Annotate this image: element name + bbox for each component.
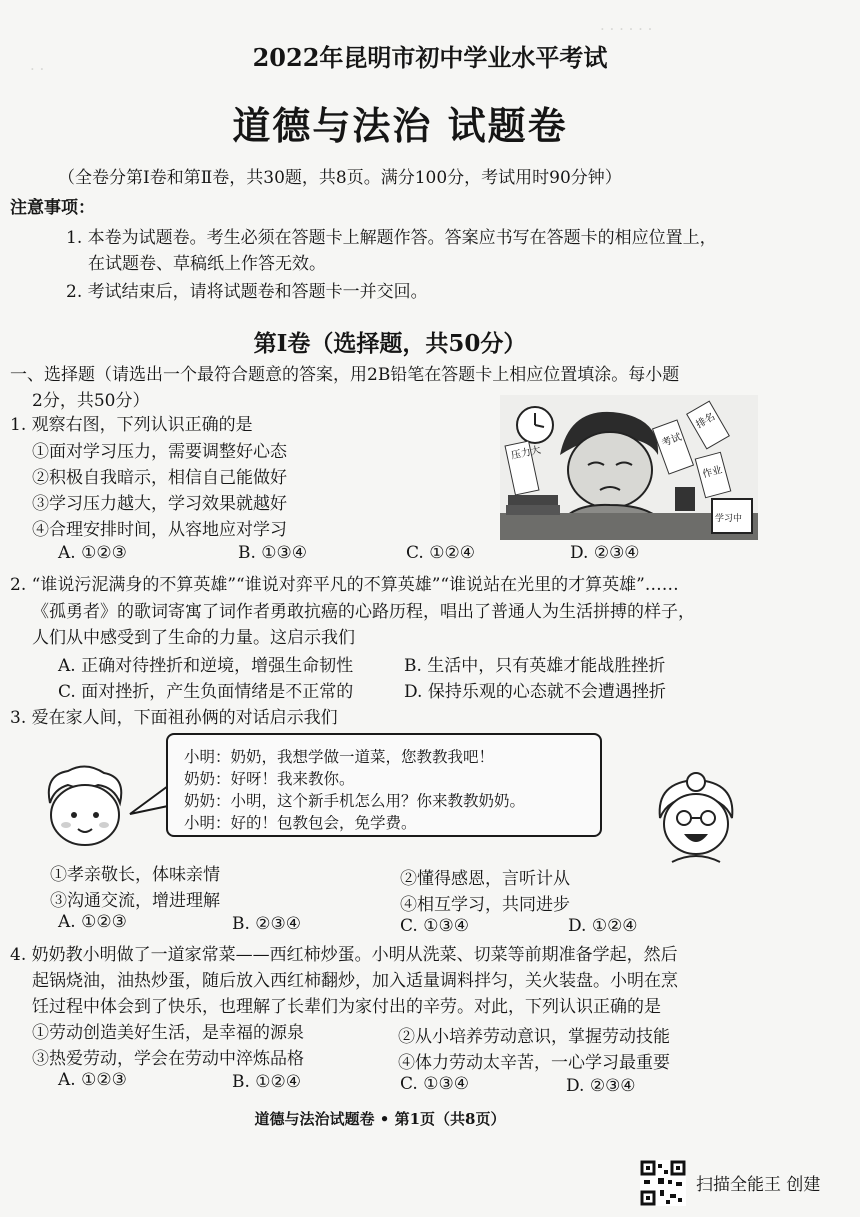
exam-title: 2022年昆明市初中学业水平考试 bbox=[252, 43, 608, 72]
speech-pointer bbox=[128, 780, 170, 820]
q2-stem-cont: 《孤勇者》的歌词寄寓了词作者勇敢抗癌的心路历程，唱出了普通人为生活拼搏的样子， bbox=[32, 602, 695, 622]
q1-item: ③学习压力越大，学习效果就越好 bbox=[32, 494, 287, 514]
notice-item-1-cont: 在试题卷、草稿纸上作答无效。 bbox=[88, 254, 326, 274]
image-label: 学习中 bbox=[715, 514, 743, 524]
q3-stem: 3. 爱在家人间，下面祖孙俩的对话启示我们 bbox=[10, 708, 338, 728]
subject-title: 道德与法治 试题卷 bbox=[232, 103, 568, 148]
qr-code-icon bbox=[640, 1160, 686, 1206]
image-label: 压力大 bbox=[510, 444, 542, 462]
q3-item: ③沟通交流，增进理解 bbox=[50, 891, 220, 911]
dialogue-bubble bbox=[166, 733, 602, 837]
q2-option-c: C. 面对挫折，产生负面情绪是不正常的 bbox=[58, 682, 354, 702]
exam-info: （全卷分第Ⅰ卷和第Ⅱ卷，共30题，共8页。满分100分，考试用时90分钟） bbox=[58, 168, 622, 188]
q4-option-d: D. ②③④ bbox=[566, 1076, 636, 1096]
grandma-illustration bbox=[650, 772, 742, 864]
q2-option-d: D. 保持乐观的心态就不会遭遇挫折 bbox=[404, 682, 666, 702]
q4-stem: 4. 奶奶教小明做了一道家常菜——西红柿炒蛋。小明从洗菜、切菜等前期准备学起，然后 bbox=[10, 945, 678, 965]
q4-option-c: C. ①③④ bbox=[400, 1074, 469, 1094]
q2-stem: 2. “谁说污泥满身的不算英雄”“谁说对弈平凡的不算英雄”“谁说站在光里的才算英雄”…… bbox=[10, 575, 679, 595]
q3-option-b: B. ②③④ bbox=[232, 914, 302, 934]
image-label: 作业 bbox=[701, 464, 724, 481]
dialogue-line: 奶奶：小明，这个新手机怎么用？你来教教奶奶。 bbox=[184, 792, 526, 810]
dialogue-line: 小明：奶奶，我想学做一道菜，您教教我吧！ bbox=[184, 748, 495, 766]
q4-item: ④体力劳动太辛苦，一心学习最重要 bbox=[398, 1053, 670, 1073]
q4-stem-cont: 起锅烧油，油热炒蛋，随后放入西红柿翻炒，加入适量调料拌匀，关火装盘。小明在烹 bbox=[32, 971, 678, 991]
q3-item: ②懂得感恩，言听计从 bbox=[400, 869, 570, 889]
boy-illustration bbox=[38, 765, 130, 851]
q1-option-d: D. ②③④ bbox=[570, 543, 640, 563]
notice-item-1: 1. 本卷为试题卷。考生必须在答题卡上解题作答。答案应书写在答题卡的相应位置上， bbox=[66, 228, 717, 248]
q1-stem: 1. 观察右图，下列认识正确的是 bbox=[10, 415, 253, 435]
q2-option-b: B. 生活中，只有英雄才能战胜挫折 bbox=[404, 656, 666, 676]
q4-stem-cont: 饪过程中体会到了快乐，也理解了长辈们为家付出的辛劳。对此，下列认识正确的是 bbox=[32, 997, 661, 1017]
q3-item: ①孝亲敬长，体味亲情 bbox=[50, 865, 220, 885]
notice-title: 注意事项： bbox=[10, 198, 95, 218]
section-instruction-cont: 2分，共50分） bbox=[32, 391, 150, 411]
section-title: 第Ⅰ卷（选择题，共50分） bbox=[253, 330, 527, 357]
q1-option-b: B. ①③④ bbox=[238, 543, 308, 563]
q3-option-c: C. ①③④ bbox=[400, 916, 469, 936]
stressed-student-illustration bbox=[500, 395, 758, 540]
q4-option-a: A. ①②③ bbox=[58, 1070, 127, 1090]
q4-item: ②从小培养劳动意识，掌握劳动技能 bbox=[398, 1027, 670, 1047]
q2-option-a: A. 正确对待挫折和逆境，增强生命韧性 bbox=[58, 656, 354, 676]
q4-item: ①劳动创造美好生活，是幸福的源泉 bbox=[32, 1023, 304, 1043]
q4-item: ③热爱劳动，学会在劳动中淬炼品格 bbox=[32, 1049, 304, 1069]
q2-stem-cont: 人们从中感受到了生命的力量。这启示我们 bbox=[32, 628, 355, 648]
q1-option-c: C. ①②④ bbox=[406, 543, 475, 563]
q1-option-a: A. ①②③ bbox=[58, 543, 127, 563]
notice-item-2: 2. 考试结束后，请将试题卷和答题卡一并交回。 bbox=[66, 282, 428, 302]
q3-option-a: A. ①②③ bbox=[58, 912, 127, 932]
image-label: 考试 bbox=[660, 431, 683, 450]
q1-item: ②积极自我暗示，相信自己能做好 bbox=[32, 468, 287, 488]
dialogue-line: 奶奶：好呀！我来教你。 bbox=[184, 770, 355, 788]
q1-item: ④合理安排时间，从容地应对学习 bbox=[32, 520, 287, 540]
bleed-through: · · bbox=[30, 60, 45, 78]
dialogue-line: 小明：好的！包教包会，免学费。 bbox=[184, 814, 417, 832]
section-instruction: 一、选择题（请选出一个最符合题意的答案，用2B铅笔在答题卡上相应位置填涂。每小题 bbox=[10, 365, 680, 385]
scanner-credit: 扫描全能王 创建 bbox=[696, 1175, 821, 1195]
bleed-through: · · · · · · bbox=[600, 20, 653, 38]
q1-item: ①面对学习压力，需要调整好心态 bbox=[32, 442, 287, 462]
page-footer: 道德与法治试题卷 • 第1页（共8页） bbox=[254, 1110, 506, 1128]
image-label: 排名 bbox=[694, 411, 718, 431]
q4-option-b: B. ①②④ bbox=[232, 1072, 302, 1092]
q3-option-d: D. ①②④ bbox=[568, 916, 638, 936]
q3-item: ④相互学习，共同进步 bbox=[400, 895, 570, 915]
